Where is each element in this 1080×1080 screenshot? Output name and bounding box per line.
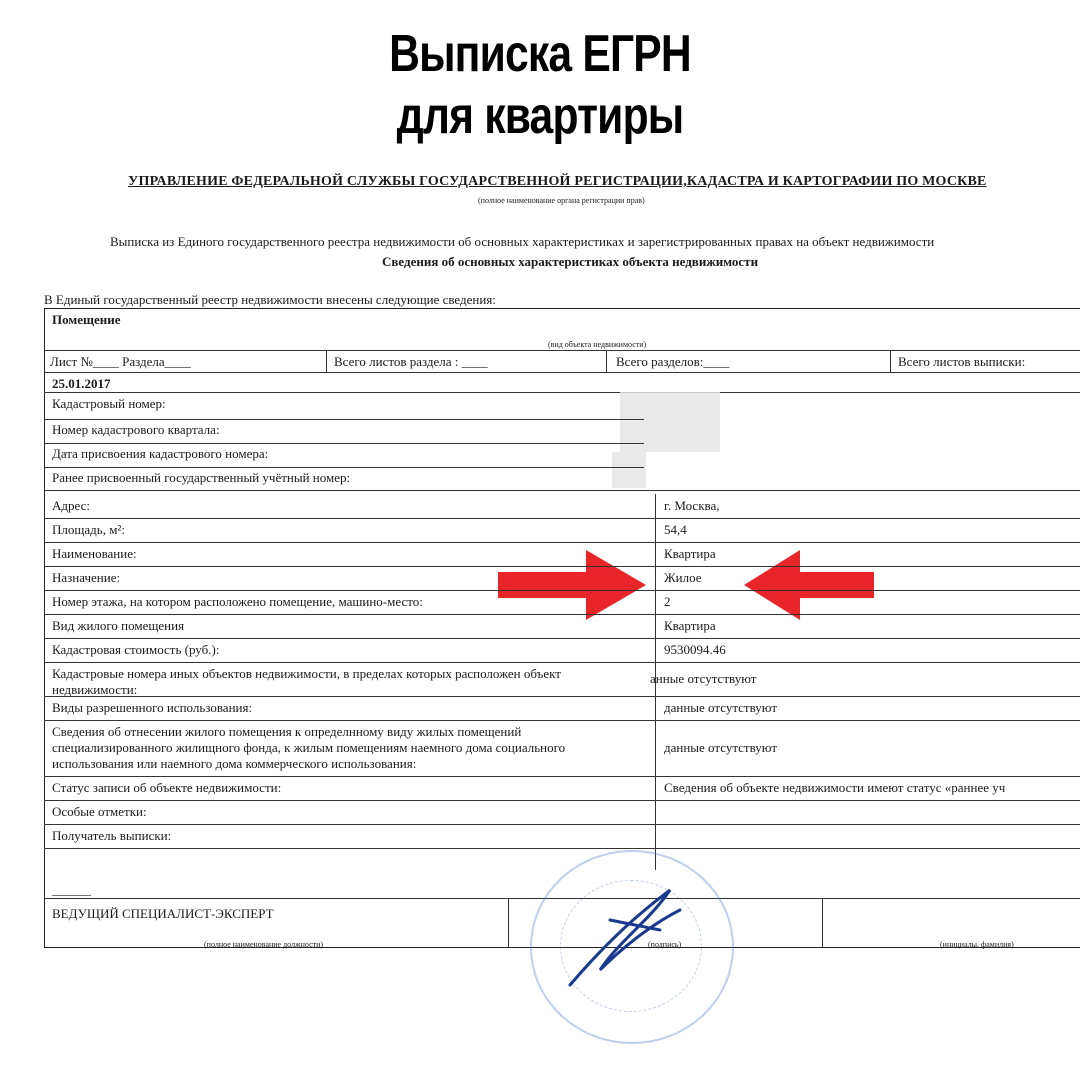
total-sheets-extract-label: Всего листов выписки: <box>898 354 1026 369</box>
arrow-right-icon <box>498 550 646 620</box>
signer-position: ВЕДУЩИЙ СПЕЦИАЛИСТ-ЭКСПЕРТ <box>52 906 274 921</box>
blank-line: ______ <box>52 882 91 897</box>
extract-subtitle: Сведения об основных характеристиках объекта недвижимости <box>382 254 759 269</box>
extract-intro: Выписка из Единого государственного реестра недвижимости об основных характеристиках и зарегистрированных правах на объект недвижимости <box>110 234 935 249</box>
field-label: Получатель выписки: <box>52 828 172 843</box>
handwritten-signature <box>540 860 700 1000</box>
total-sheets-section-label: Всего листов раздела : ____ <box>334 354 488 369</box>
field-label: Назначение: <box>52 570 121 585</box>
field-label: Адрес: <box>52 498 90 513</box>
field-value: Жилое <box>664 570 702 585</box>
field-value: данные отсутствуют <box>664 740 778 755</box>
field-label: Номер этажа, на котором расположено помещение, машино-место: <box>52 594 423 609</box>
field-value: 9530094.46 <box>664 642 726 657</box>
signature-caption: (подпись) <box>648 940 682 949</box>
id-row-label: Ранее присвоенный государственный учётный номер: <box>52 470 351 485</box>
arrow-left-icon <box>744 550 874 620</box>
total-sections-label: Всего разделов:____ <box>616 354 730 369</box>
egrn-document <box>0 130 1080 1080</box>
field-label: Виды разрешенного использования: <box>52 700 253 715</box>
sheet-number-label: Лист №____ Раздела____ <box>50 354 191 369</box>
field-label: Наименование: <box>52 546 137 561</box>
id-row-label: Кадастровый номер: <box>52 396 166 411</box>
agency-name: УПРАВЛЕНИЕ ФЕДЕРАЛЬНОЙ СЛУЖБЫ ГОСУДАРСТВЕННОЙ РЕГИСТРАЦИИ,КАДАСТРА И КАРТОГРАФИИ ПО МОСКВЕ <box>128 174 987 189</box>
field-value: данные отсутствуют <box>664 700 778 715</box>
field-value: 2 <box>664 594 671 609</box>
field-value: 54,4 <box>664 522 687 537</box>
field-label: Кадастровая стоимость (руб.): <box>52 642 220 657</box>
field-value: Сведения об объекте недвижимости имеют статус «раннее уч <box>664 780 1006 795</box>
field-label: Площадь, м²: <box>52 522 125 537</box>
redaction-smudge <box>612 452 646 488</box>
field-label: Статус записи об объекте недвижимости: <box>52 780 282 795</box>
id-row-label: Номер кадастрового квартала: <box>52 422 220 437</box>
extract-date: 25.01.2017 <box>52 376 111 391</box>
id-row-label: Дата присвоения кадастрового номера: <box>52 446 269 461</box>
field-label: Вид жилого помещения <box>52 618 185 633</box>
field-value: Квартира <box>664 618 716 633</box>
registry-note: В Единый государственный реестр недвижимости внесены следующие сведения: <box>44 292 496 307</box>
object-type-caption: (вид объекта недвижимости) <box>548 340 647 349</box>
object-type: Помещение <box>52 312 121 327</box>
field-value: г. Москва, <box>664 498 720 513</box>
field-value: Квартира <box>664 546 716 561</box>
page-title-line-2: для квартиры <box>396 87 684 145</box>
field-value: анные отсутствуют <box>650 671 757 686</box>
page-title-line-1: Выписка ЕГРН <box>389 25 691 83</box>
name-caption: (инициалы, фамилия) <box>940 940 1014 949</box>
position-caption: (полное наименование должности) <box>204 940 324 949</box>
field-label: Кадастровые номера иных объектов недвижимости, в пределах которых расположен объект недвижимости: <box>52 666 561 697</box>
field-label: Сведения об отнесении жилого помещения к определнному виду жилых помещений специализированного жилищного фонда, к жилым помещениям наемного дома социального использования или наемного дома коммерческого использования: <box>52 724 566 771</box>
data-table <box>44 308 1080 948</box>
agency-caption: (полное наименование органа регистрации прав) <box>478 196 645 205</box>
field-label: Особые отметки: <box>52 804 147 819</box>
